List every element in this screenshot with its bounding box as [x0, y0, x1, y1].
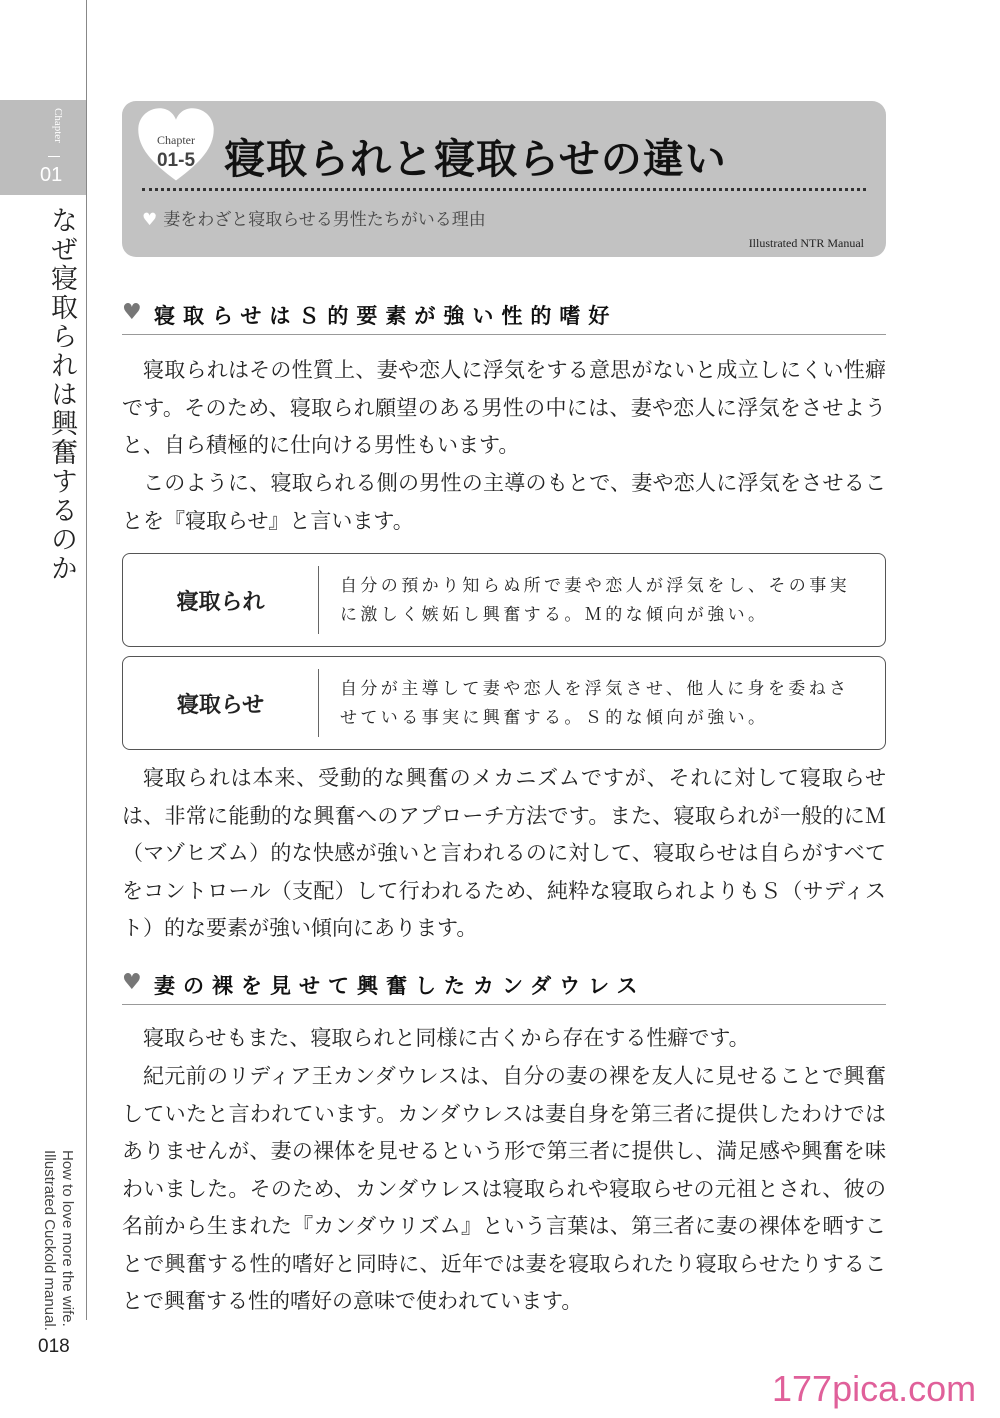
definition-term: 寝取らせ: [176, 692, 265, 718]
paragraph-2: このように、寝取られる側の男性の主導のもとで、妻や恋人に浮気をさせることを『寝取らせ』と言います。: [122, 471, 886, 533]
header-dotted-rule: [142, 188, 866, 191]
chapter-tick: [48, 156, 60, 157]
definition-box-2: [122, 656, 886, 750]
page-title: 寝取られと寝取らせの違い: [224, 135, 727, 183]
definition-divider: [318, 669, 319, 737]
definition-box-1: [122, 553, 886, 647]
badge-chapter: Chapter: [157, 133, 195, 147]
heart-icon: ♥: [122, 970, 142, 995]
chapter-word: Chapter: [52, 108, 64, 143]
chapter-tab: [0, 100, 86, 195]
paragraph-5: 紀元前のリディア王カンダウレスは、自分の妻の裸を友人に見せることで興奮していたと言われています。カンダウレスは妻自身を第三者に提供したわけではありませんが、妻の裸体を見せるという形で第三者に提供し、満足感や興奮を味わいました。そのため、カンダウレスは寝取られや寝取らせの元祖とされ、彼の名前から生まれた『カンダウリズム』という言葉は、第三者に妻の裸体を晒すことで興奮する性的嗜好と同時に、近年では妻を寝取られたり寝取らせたりすることで興奮する性的嗜好の意味で使われています。: [122, 1064, 886, 1313]
paragraph-3: 寝取られは本来、受動的な興奮のメカニズムですが、それに対して寝取らせは、非常に能動的な興奮へのアプローチ方法です。また、寝取られが一般的にＭ（マゾヒズム）的な快感が強いと言われるのに対して、寝取らせは自らがすべてをコントロール（支配）して行われるため、純粋な寝取られよりもＳ（サディスト）的な要素が強い傾向にあります。: [122, 766, 886, 940]
manual-name: Illustrated NTR Manual: [748, 236, 864, 250]
header-subtitle: ♥ 妻をわざと寝取らせる男性たちがいる理由: [142, 210, 486, 230]
heart-icon: ♥: [122, 300, 142, 325]
section-heading-2: ♥ 妻の裸を見せて興奮したカンダウレス: [122, 968, 886, 1005]
page-number: 018: [38, 1336, 70, 1357]
definition-description: 自分の預かり知らぬ所で妻や恋人が浮気をし、その事実に激しく嫉妬し興奮する。Ｍ的な傾向が強い。: [340, 576, 850, 625]
paragraph-4: 寝取らせもまた、寝取られと同様に古くから存在する性癖です。: [143, 1026, 750, 1050]
chapter-number: 01: [40, 164, 63, 186]
english-tagline: How to love more the wife. Illustrated Cuckold manual.: [41, 1150, 76, 1331]
definition-term: 寝取られ: [176, 589, 265, 615]
definition-description: 自分が主導して妻や恋人を浮気させ、他人に身を委ねさせている事実に興奮する。Ｓ的な傾向が強い。: [340, 679, 850, 728]
chapter-title: なぜ寝取られは興奮するのか: [46, 206, 77, 583]
badge-number: 01-5: [156, 150, 196, 171]
heart-badge-label: [135, 133, 217, 172]
section-heading-1: ♥ 寝取らせはＳ的要素が強い性的嗜好: [122, 298, 886, 335]
paragraph-1: 寝取られはその性質上、妻や恋人に浮気をする意思がないと成立しにくい性癖です。そのため、寝取られ願望のある男性の中には、妻や恋人に浮気をさせようと、自ら積極的に仕向ける男性もいます。: [122, 358, 886, 457]
heart-icon: ♥: [142, 210, 158, 230]
margin-rule: [86, 0, 87, 1320]
watermark: 177pica.com: [772, 1368, 977, 1409]
definition-divider: [318, 566, 319, 634]
